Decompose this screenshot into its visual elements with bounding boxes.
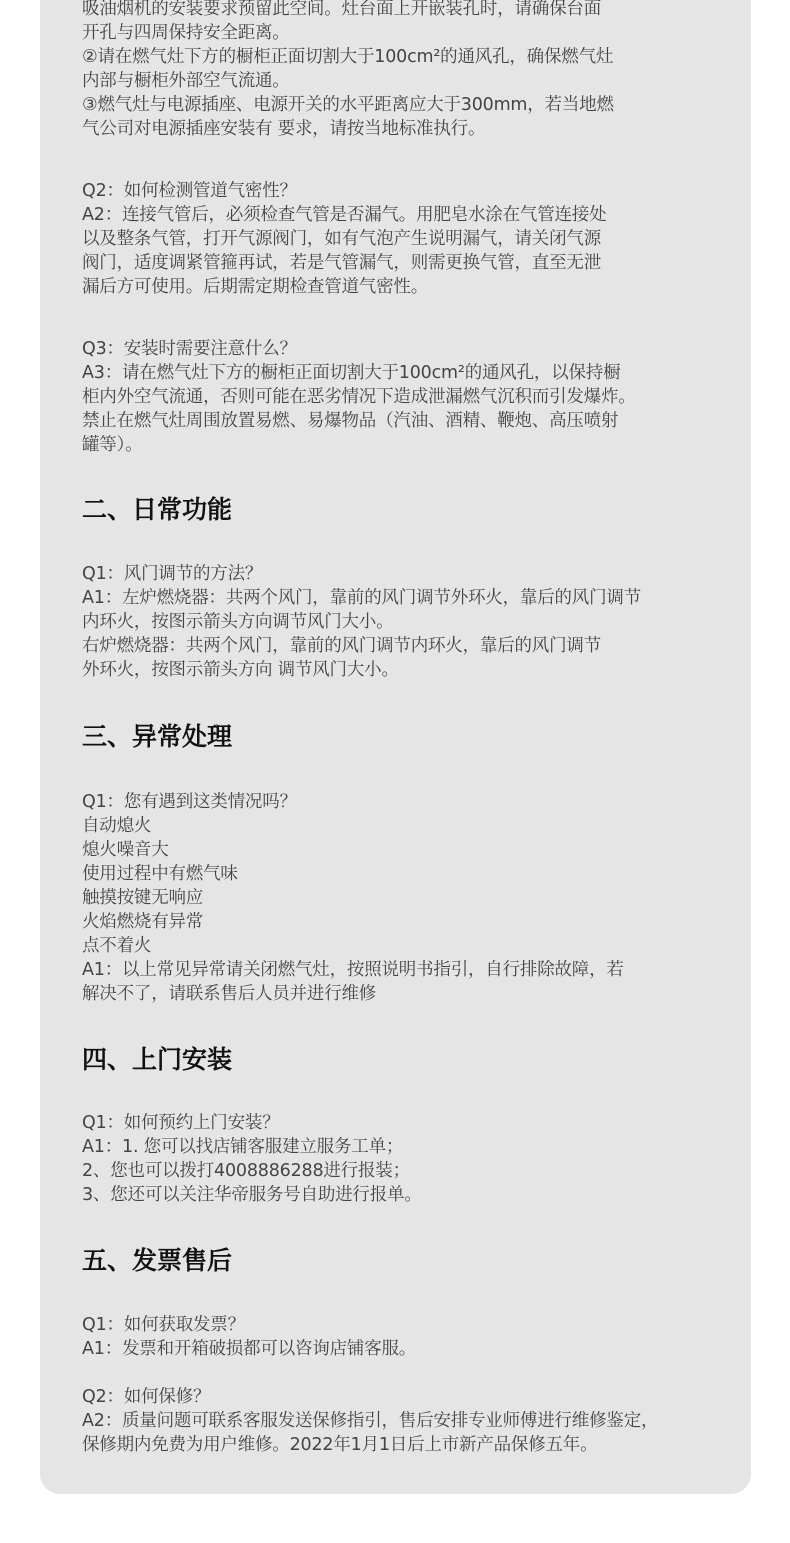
answer-line: A2：连接气管后，必须检查气管是否漏气。用肥皂水涂在气管连接处	[82, 205, 607, 225]
section-heading: 四、上门安装	[82, 1045, 233, 1074]
list-item: 点不着火	[82, 936, 152, 956]
text-line: 开孔与四周保持安全距离。	[82, 23, 290, 43]
text-line: 内部与橱柜外部空气流通。	[82, 71, 290, 91]
answer-line: A1：左炉燃烧器：共两个风门，靠前的风门调节外环火，靠后的风门调节	[82, 588, 642, 608]
text-line: ③燃气灶与电源插座、电源开关的水平距离应大于300mm，若当地燃	[82, 95, 614, 115]
list-item: 火焰燃烧有异常	[82, 912, 204, 932]
answer-line: 漏后方可使用。后期需定期检查管道气密性。	[82, 277, 428, 297]
faq-card	[40, 0, 751, 1494]
answer-line: A1：1. 您可以找店铺客服建立服务工单；	[82, 1137, 404, 1157]
section-heading: 三、异常处理	[82, 722, 233, 751]
section-heading: 二、日常功能	[82, 495, 233, 524]
list-item: 自动熄火	[82, 816, 152, 836]
question: Q2：如何检测管道气密性？	[82, 181, 297, 201]
answer-line: A3：请在燃气灶下方的橱柜正面切割大于100cm²的通风孔，以保持橱	[82, 363, 621, 383]
question: Q1：如何预约上门安装？	[82, 1113, 280, 1133]
answer-line: 内环火，按图示箭头方向调节风门大小。	[82, 612, 394, 632]
answer-line: 以及整条气管，打开气源阀门，如有气泡产生说明漏气，请关闭气源	[82, 229, 601, 249]
section-heading: 五、发票售后	[82, 1246, 233, 1275]
text-line: ②请在燃气灶下方的橱柜正面切割大于100cm²的通风孔，确保燃气灶	[82, 47, 614, 67]
answer-line: 外环火，按图示箭头方向 调节风门大小。	[82, 660, 399, 680]
answer-line: 2、您也可以拨打4008886288进行报装；	[82, 1161, 410, 1181]
text-line: 气公司对电源插座安装有 要求，请按当地标准执行。	[82, 119, 486, 139]
question: Q2：如何保修？	[82, 1387, 211, 1407]
answer-line: 右炉燃烧器：共两个风门，靠前的风门调节内环火，靠后的风门调节	[82, 636, 601, 656]
question: Q1：如何获取发票？	[82, 1315, 245, 1335]
list-item: 使用过程中有燃气味	[82, 864, 238, 884]
answer-line: A1：发票和开箱破损都可以咨询店铺客服。	[82, 1339, 417, 1359]
list-item: 熄火噪音大	[82, 840, 169, 860]
answer-line: 解决不了，请联系售后人员并进行维修	[82, 984, 377, 1004]
answer-line: A2：质量问题可联系客服发送保修指引，售后安排专业师傅进行维修鉴定，	[82, 1411, 659, 1431]
answer-line: 阀门，适度调紧管箍再试，若是气管漏气，则需更换气管，直至无泄	[82, 253, 601, 273]
answer-line: 罐等）。	[82, 435, 143, 455]
answer-line: 3、您还可以关注华帝服务号自助进行报单。	[82, 1185, 422, 1205]
answer-line: 柜内外空气流通，否则可能在恶劣情况下造成泄漏燃气沉积而引发爆炸。	[82, 387, 636, 407]
answer-line: 保修期内免费为用户维修。2022年1月1日后上市新产品保修五年。	[82, 1435, 598, 1455]
question: Q1：风门调节的方法？	[82, 564, 263, 584]
answer-line: 禁止在燃气灶周围放置易燃、易爆物品（汽油、酒精、鞭炮、高压喷射	[82, 411, 619, 431]
answer-line: A1：以上常见异常请关闭燃气灶，按照说明书指引，自行排除故障，若	[82, 960, 624, 980]
list-item: 触摸按键无响应	[82, 888, 204, 908]
question: Q3：安装时需要注意什么？	[82, 339, 297, 359]
question: Q1：您有遇到这类情况吗？	[82, 792, 297, 812]
text-line: 吸油烟机的安装要求预留此空间。灶台面上开嵌装孔时，请确保台面	[82, 0, 601, 19]
